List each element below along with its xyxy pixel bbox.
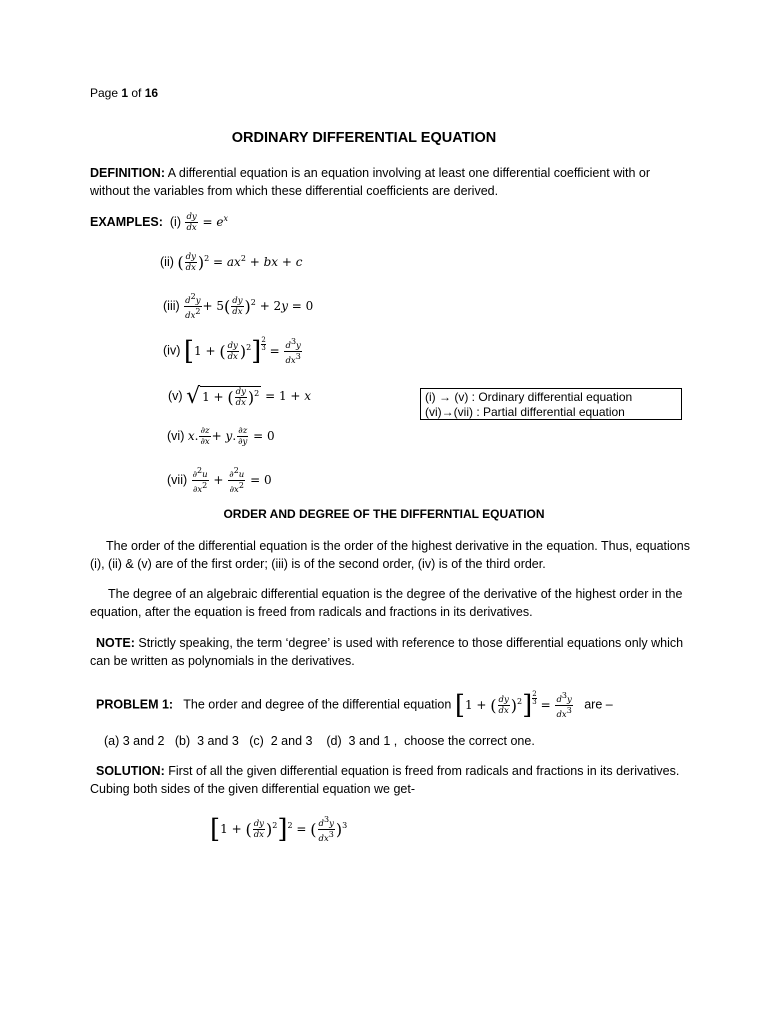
section-heading: ORDER AND DEGREE OF THE DIFFERNTIAL EQUATION xyxy=(223,507,545,521)
solution-equation: [1 + ( $\frac{dy}{dx}$ )$^2$]$^2$ = ( $\frac{d^3y}{dx^3}$ )$^3$ xyxy=(210,814,348,844)
page-number: Page 1 of 16 xyxy=(90,86,159,100)
problem-statement: PROBLEM 1: The order and degree of the differential equation [1 + ( $\frac{dy}{dx}$ )$^2$] $\frac{2}{3}$ = $\frac{d^3y}{dx^3}$ are – xyxy=(96,689,613,720)
classification-partial: (vi)→(vii) : Partial differential equation xyxy=(425,405,625,419)
example-ii: (ii) ( $\frac{dy}{dx}$ )$^2 = ax^2$ + bx + c xyxy=(160,252,303,273)
example-vii: (vii) $\frac{\partial^2u}{\partial x^2}$ + $\frac{\partial^2u}{\partial x^2}$ = 0 xyxy=(167,466,272,495)
example-iv: (iv) [1 + ( $\frac{dy}{dx}$ )$^2$] $\frac{2}{3}$ = $\frac{d^3y}{dx^3}$ xyxy=(163,335,301,366)
degree-paragraph: The degree of an algebraic differential equation is the degree of the derivative of the highest order in the equation, after the equation is freed from radicals and fractions in its derivatives. xyxy=(90,587,683,619)
example-vi: (vi) x. $\frac{\partial z}{\partial x}$ + y. $\frac{\partial z}{\partial y}$ = 0 xyxy=(167,426,275,447)
example-v: (v) √ 1 + ( $\frac{dy}{dx}$ )$^2$ = 1 + x xyxy=(168,384,312,409)
order-paragraph: The order of the differential equation is the order of the highest derivative in the equation. Thus, equations (i), (ii) & (v) are of the first order; (iii) is of the second order, (iv) is of the third order. xyxy=(90,539,690,571)
classification-box xyxy=(420,388,682,420)
solution-paragraph: SOLUTION: First of all the given differential equation is freed from radicals and fractions in its derivatives. Cubing both sides of the given differential equation we get- xyxy=(90,764,680,796)
definition-paragraph: DEFINITION: A differential equation is an equation involving at least one differential coefficient with or without the variables from which these differential coefficients are derived. xyxy=(90,166,651,198)
example-i: EXAMPLES: (i) $\frac{dy}{dx}$ = $e^x$ xyxy=(90,212,229,233)
page-title: ORDINARY DIFFERENTIAL EQUATION xyxy=(231,130,497,146)
problem-options: (a) 3 and 2 (b) 3 and 3 (c) 2 and 3 (d) 3 and 1 , choose the correct one. xyxy=(104,734,535,748)
example-iii: (iii) $\frac{d^2y}{dx^2}$ + 5( $\frac{dy}{dx}$ )$^2$ + 2y = 0 xyxy=(163,292,314,321)
classification-ordinary: (i) → (v) : Ordinary differential equation xyxy=(425,390,633,404)
note-paragraph: NOTE: Strictly speaking, the term ‘degree’ is used with reference to those differential equations only which can be written as polynomials in the derivatives. xyxy=(90,636,684,668)
